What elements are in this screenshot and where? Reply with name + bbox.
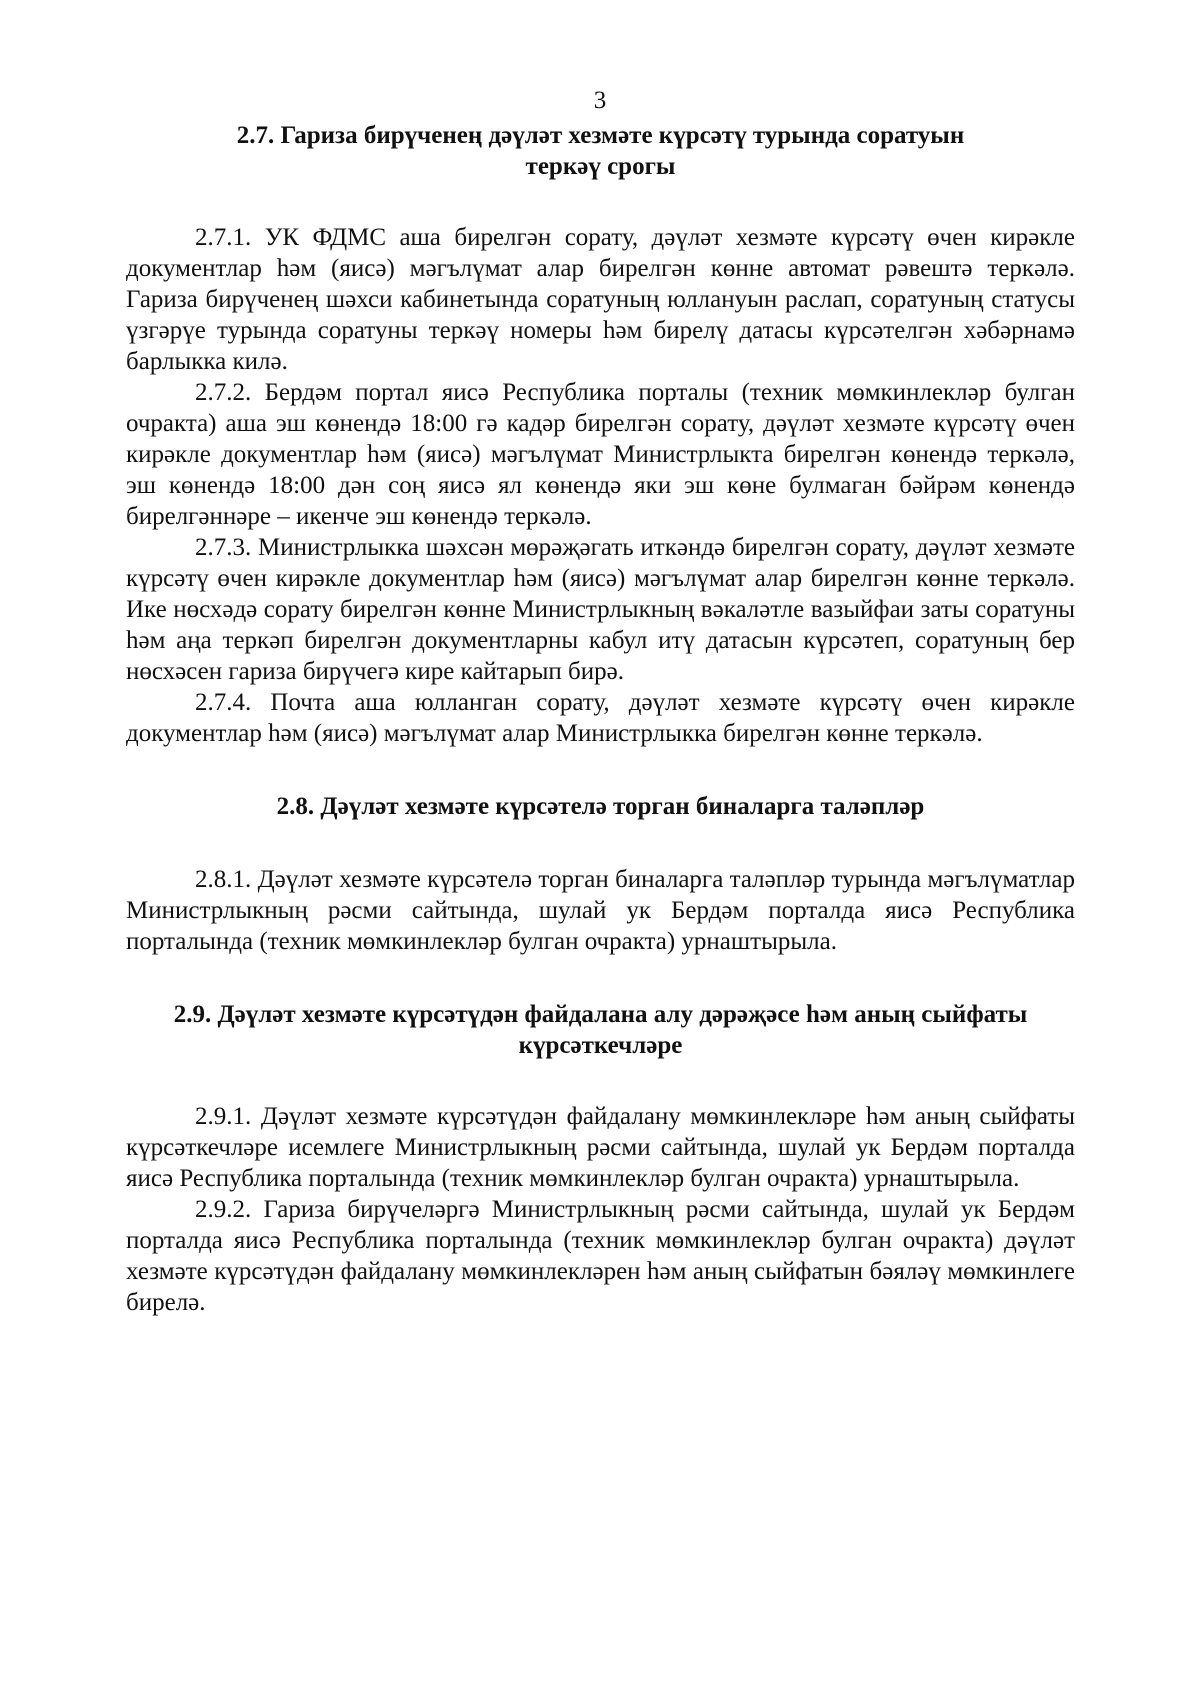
document-body — [126, 120, 1075, 1318]
section-2-8-heading: 2.8. Дәүләт хезмәте күрсәтелә торган биналарга таләпләр — [276, 793, 925, 820]
paragraph-2-7-2: 2.7.2. Бердәм портал яисә Республика порталы (техник мөмкинлекләр булган очракта) аша эш көнендә 18:00 гә кадәр бирелгән сорату, дәүләт хезмәте күрсәтү өчен кирәкле документлар һәм (яисә) мәгълүмат Министрлыкта бирелгән көнендә теркәлә, эш көнендә 18:00 дән соң яисә ял көнендә яки эш көне булмаган бәйрәм көнендә бирелгәннәре – икенче эш көнендә теркәлә. — [126, 379, 1075, 530]
paragraph-2-9-1: 2.9.1. Дәүләт хезмәте күрсәтүдән файдалану мөмкинлекләре һәм аның сыйфаты күрсәткечләре исемлеге Министрлыкның рәсми сайтында, шулай ук Бердәм порталда яисә Республика порталында (техник мөмкинлекләр булган очракта) урнаштырыла. — [126, 1103, 1075, 1192]
section-2-9-heading-line1: 2.9. Дәүләт хезмәте күрсәтүдән файдалана алу дәрәҗәсе һәм аның сыйфаты — [173, 1001, 1028, 1028]
paragraph-2-7-3: 2.7.3. Министрлыкка шәхсән мөрәҗәгать иткәндә бирелгән сорату, дәүләт хезмәте күрсәтү өчен кирәкле документлар һәм (яисә) мәгълүмат алар бирелгән көнне теркәлә. Ике нөсхәдә сорату бирелгән көнне Министрлыкның вәкаләтле вазыйфаи заты соратуны һәм аңа теркәп бирелгән документларны кабул итү датасын күрсәтеп, соратуның бер нөсхәсен гариза бирүчегә кире кайтарып бирә. — [126, 534, 1075, 685]
section-2-7-heading — [126, 120, 1075, 182]
section-2-9-heading — [126, 999, 1075, 1061]
paragraph-2-7-1: 2.7.1. УК ФДМС аша бирелгән сорату, дәүләт хезмәте күрсәтү өчен кирәкле документлар һәм (яисә) мәгълүмат алар бирелгән көнне автомат рәвештә теркәлә. Гариза бирүченең шәхси кабинетында соратуның юллануын раслап, соратуның статусы үзгәрүе турында соратуны теркәү номеры һәм бирелү датасы күрсәтелгән хәбәрнамә барлыкка килә. — [126, 224, 1075, 375]
section-2-7-heading-line1: 2.7. Гариза бирүченең дәүләт хезмәте күрсәтү турында соратуын — [236, 122, 965, 149]
page-number: 3 — [593, 87, 607, 114]
paragraph-2-9-2: 2.9.2. Гариза бирүчеләргә Министрлыкның рәсми сайтында, шулай ук Бердәм порталда яисә Республика порталында (техник мөмкинлекләр булган очракта) дәүләт хезмәте күрсәтүдән файдалану мөмкинлекләрен һәм аның сыйфатын бәяләү мөмкинлеге бирелә. — [126, 1196, 1075, 1316]
paragraph-2-7-4: 2.7.4. Почта аша юлланган сорату, дәүләт хезмәте күрсәтү өчен кирәкле документлар һәм (яисә) мәгълүмат алар Министрлыкка бирелгән көнне теркәлә. — [126, 689, 1075, 747]
section-2-9-heading-line2: күрсәткечләре — [518, 1032, 683, 1059]
paragraph-2-8-1: 2.8.1. Дәүләт хезмәте күрсәтелә торган биналарга таләпләр турында мәгълүматлар Министрлыкның рәсми сайтында, шулай ук Бердәм порталда яисә Республика порталында (техник мөмкинлекләр булган очракта) урнаштырыла. — [126, 866, 1075, 955]
section-2-7-heading-line2: теркәү срогы — [525, 153, 676, 180]
